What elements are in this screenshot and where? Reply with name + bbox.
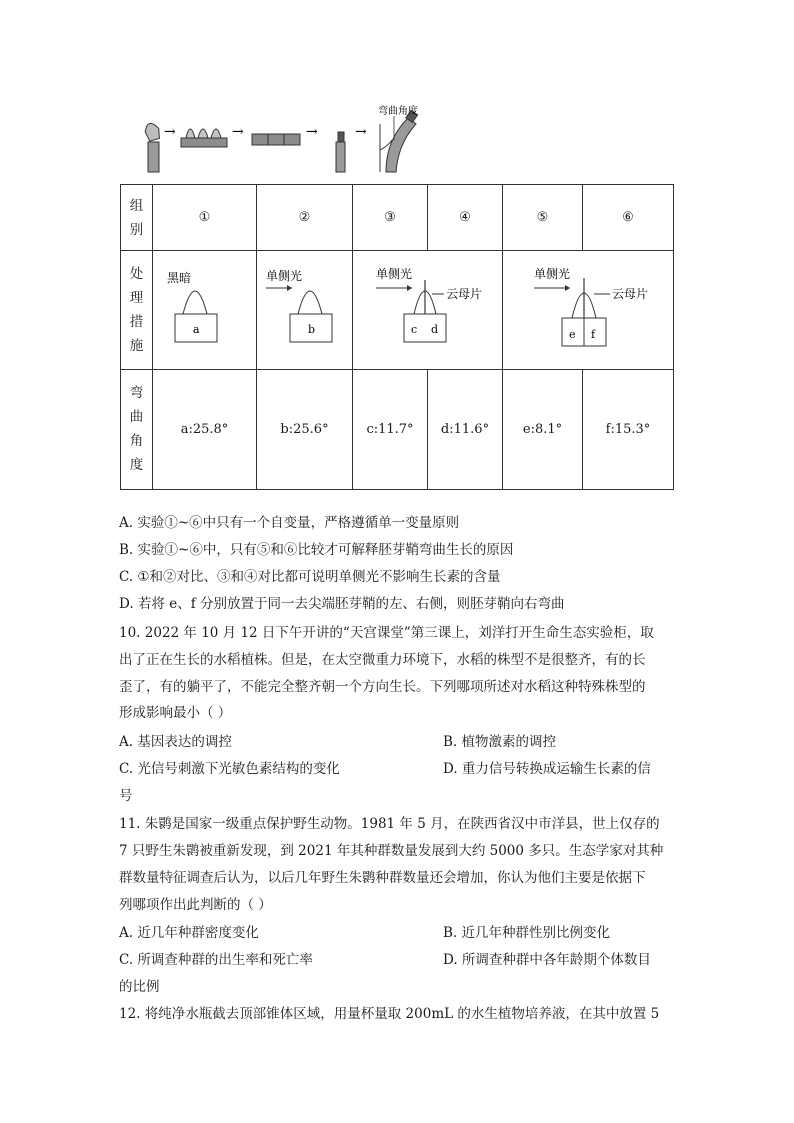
coleoptile-tip-cut xyxy=(143,122,161,172)
q11-line-3: 群数量特征调查后认为，以后几年野生朱鹮种群数量还会增加，你认为他们主要是依据下 xyxy=(119,870,646,886)
group-6: ⑥ xyxy=(583,185,674,251)
svg-text:e: e xyxy=(569,327,576,341)
q9-option-a: A. 实验①~⑥中只有一个自变量，严格遵循单一变量原则 xyxy=(119,515,460,531)
q12-line-1: 12. 将纯净水瓶截去顶部锥体区域，用量杯量取 200mL 的水生植物培养液，在其中放置 5 xyxy=(119,1006,660,1022)
svg-text:单侧光: 单侧光 xyxy=(265,268,302,283)
bend-angle-label: 弯曲角度 xyxy=(378,106,418,117)
procedure-figure xyxy=(140,100,440,178)
svg-text:a: a xyxy=(192,322,200,336)
svg-text:黑暗: 黑暗 xyxy=(166,270,191,285)
q9-option-b: B. 实验①~⑥中，只有⑤和⑥比较才可解释胚芽鞘弯曲生长的原因 xyxy=(119,542,514,558)
dark-treatment-diagram xyxy=(155,258,255,358)
q11-option-c: C. 所调查种群的出生率和死亡率 xyxy=(119,952,313,968)
row-header-treatment: 处 理 措 施 xyxy=(121,251,153,369)
angle-f: f:15.3° xyxy=(583,369,674,489)
angle-a: a:25.8° xyxy=(153,369,257,489)
q11-line-1: 11. 朱鹮是国家一级重点保护野生动物。1981 年 5 月，在陕西省汉中市洋县，世上仅存的 xyxy=(119,816,660,832)
angle-e: e:8.1° xyxy=(503,369,583,489)
svg-text:单侧光: 单侧光 xyxy=(534,266,571,281)
treatment-1 xyxy=(153,251,257,369)
group-row xyxy=(121,185,674,251)
tips-on-agar xyxy=(181,129,227,147)
group-3: ③ xyxy=(353,185,428,251)
treatment-row xyxy=(121,251,674,369)
decapitated-coleoptile xyxy=(336,132,345,172)
agar-blocks xyxy=(252,134,300,145)
q11-option-b: B. 近几年种群性别比例变化 xyxy=(443,925,611,941)
svg-text:b: b xyxy=(307,322,315,336)
svg-text:云母片: 云母片 xyxy=(445,286,482,301)
treatment-5-6 xyxy=(503,251,674,369)
mica-tip-diagram xyxy=(504,258,672,358)
q9-option-c: C. ①和②对比、③和④对比都可说明单侧光不影响生长素的含量 xyxy=(119,569,501,585)
svg-text:d: d xyxy=(430,322,438,336)
row-header-angle: 弯 曲 角 度 xyxy=(121,369,153,489)
treatment-3-4 xyxy=(353,251,503,369)
q11-line-4: 列哪项作出此判断的（ ） xyxy=(119,897,272,913)
mica-split-diagram xyxy=(354,258,502,358)
svg-text:单侧光: 单侧光 xyxy=(375,266,412,281)
q11-option-d-continued: 的比例 xyxy=(119,979,160,995)
q11-option-a: A. 近几年种群密度变化 xyxy=(119,925,259,941)
arrow-2: → xyxy=(232,124,244,140)
arrow-1: → xyxy=(164,124,176,140)
svg-text:f: f xyxy=(591,327,596,341)
q10-option-a: A. 基因表达的调控 xyxy=(119,734,232,750)
q9-option-d: D. 若将 e、f 分别放置于同一去尖端胚芽鞘的左、右侧，则胚芽鞘向右弯曲 xyxy=(119,596,565,612)
group-1: ① xyxy=(153,185,257,251)
q10-option-b: B. 植物激素的调控 xyxy=(443,734,557,750)
group-5: ⑤ xyxy=(503,185,583,251)
arrow-3: → xyxy=(306,124,318,140)
group-2: ② xyxy=(257,185,353,251)
group-4: ④ xyxy=(428,185,503,251)
q10-line-4: 形成影响最小（ ） xyxy=(119,705,232,721)
svg-text:c: c xyxy=(410,322,417,336)
angle-b: b:25.6° xyxy=(257,369,353,489)
q11-option-d: D. 所调查种群中各年龄期个体数目 xyxy=(443,952,651,968)
row-header-group: 组 别 xyxy=(121,185,153,251)
bent-coleoptile xyxy=(380,110,418,172)
angle-row xyxy=(121,369,674,489)
experiment-table xyxy=(120,184,674,490)
light-treatment-diagram xyxy=(258,258,352,358)
treatment-2 xyxy=(257,251,353,369)
arrow-4: → xyxy=(355,124,367,140)
angle-d: d:11.6° xyxy=(428,369,503,489)
q10-option-c: C. 光信号刺激下光敏色素结构的变化 xyxy=(119,761,340,777)
q10-line-1: 10. 2022 年 10 月 12 日下午开讲的“天宫课堂”第三课上，刘洋打开生命生态实验柜，取 xyxy=(119,625,654,641)
angle-c: c:11.7° xyxy=(353,369,428,489)
svg-text:云母片: 云母片 xyxy=(612,286,649,301)
q10-option-d-continued: 号 xyxy=(119,788,133,804)
q10-line-2: 出了正在生长的水稻植株。但是，在太空微重力环境下，水稻的株型不是很整齐，有的长 xyxy=(119,652,646,668)
q11-line-2: 7 只野生朱鹮被重新发现，到 2021 年其种群数量发展到大约 5000 多只。生态学家对其种 xyxy=(119,843,664,859)
q10-line-3: 歪了，有的躺平了，不能完全整齐朝一个方向生长。下列哪项所述对水稻这种特殊株型的 xyxy=(119,679,646,695)
q10-option-d: D. 重力信号转换成运输生长素的信 xyxy=(443,761,651,777)
